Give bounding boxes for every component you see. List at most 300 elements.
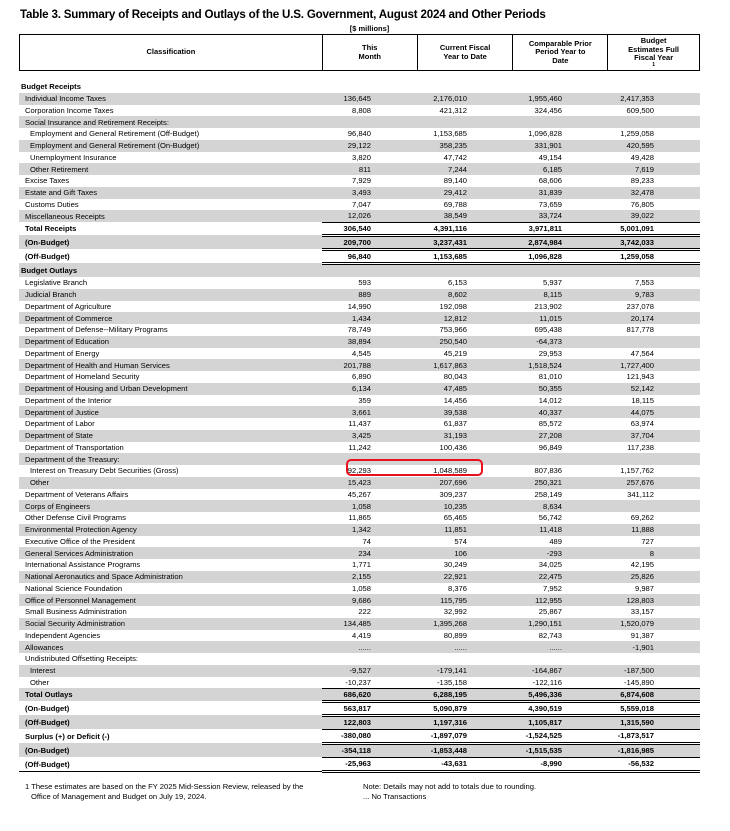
cell-value: 489 bbox=[549, 536, 562, 546]
footnote-1 bbox=[25, 782, 303, 802]
cell-value: 4,419 bbox=[351, 630, 371, 640]
cell-value: ...... bbox=[417, 641, 513, 653]
cell-value: 89,140 bbox=[443, 176, 467, 186]
cell-value: 117,238 bbox=[627, 442, 654, 452]
table-row bbox=[19, 312, 700, 324]
cell-value: 1,520,079 bbox=[608, 618, 700, 630]
cell-value: 11,242 bbox=[348, 442, 371, 452]
cell-value: 7,952 bbox=[542, 583, 562, 593]
table-row bbox=[19, 187, 700, 199]
cell-value: 14,012 bbox=[538, 395, 562, 405]
row-label: Department of Housing and Urban Development bbox=[19, 383, 322, 395]
cell-value: 234 bbox=[322, 547, 417, 559]
table-row bbox=[19, 677, 700, 689]
cell-value: 12,812 bbox=[417, 312, 513, 324]
cell-value bbox=[513, 653, 608, 665]
cell-value: 128,803 bbox=[608, 594, 700, 606]
cell-value: 9,686 bbox=[322, 594, 417, 606]
rounding-note: Note: Details may not add to totals due to rounding. bbox=[363, 782, 537, 791]
cell-value: 136,645 bbox=[322, 93, 417, 105]
cell-value: 39,022 bbox=[608, 210, 700, 222]
cell-value: 7,244 bbox=[417, 163, 513, 175]
table-row bbox=[19, 489, 700, 501]
cell-value: 209,700 bbox=[322, 235, 417, 249]
row-label: Individual Income Taxes bbox=[19, 93, 322, 105]
cell-value: 45,219 bbox=[443, 348, 467, 358]
table-row bbox=[19, 81, 700, 93]
cell-value: -145,890 bbox=[624, 677, 654, 687]
row-label: Total Outlays bbox=[19, 688, 322, 701]
cell-value: 1,058 bbox=[351, 583, 371, 593]
cell-value: 3,237,431 bbox=[417, 235, 513, 249]
cell-value bbox=[513, 116, 608, 128]
table-row bbox=[19, 606, 700, 618]
footnote-1-line-1: 1 These estimates are based on the FY 2025 Mid-Session Review, released by the bbox=[25, 782, 304, 791]
cell-value: 18,115 bbox=[631, 395, 654, 405]
table-row bbox=[19, 757, 700, 771]
cell-value bbox=[608, 116, 700, 128]
cell-value: 91,387 bbox=[630, 630, 654, 640]
cell-value: 11,437 bbox=[348, 419, 371, 429]
cell-value: -354,118 bbox=[322, 743, 417, 757]
row-label: Department of Agriculture bbox=[25, 301, 112, 311]
cell-value: 29,412 bbox=[417, 187, 513, 199]
row-label: Estate and Gift Taxes bbox=[19, 187, 322, 199]
row-label: (Off-Budget) bbox=[19, 715, 322, 729]
cell-value: -1,853,448 bbox=[417, 743, 513, 757]
table-row bbox=[19, 324, 700, 336]
cell-value: -1,816,985 bbox=[608, 743, 700, 757]
notes bbox=[363, 782, 536, 802]
row-label: Surplus (+) or Deficit (-) bbox=[25, 731, 110, 741]
cell-value: 8,602 bbox=[417, 289, 513, 301]
cell-value: 96,849 bbox=[538, 442, 562, 452]
cell-value: 1,518,524 bbox=[513, 359, 608, 371]
cell-value: 69,262 bbox=[630, 513, 654, 523]
cell-value: 6,153 bbox=[447, 278, 467, 288]
cell-value: 5,559,018 bbox=[608, 701, 700, 715]
row-label: Budget Outlays bbox=[19, 263, 322, 277]
table-row bbox=[19, 249, 700, 263]
cell-value: 807,836 bbox=[534, 466, 562, 476]
cell-value: 5,937 bbox=[542, 278, 562, 288]
cell-value: 306,540 bbox=[322, 222, 417, 235]
cell-value: 40,337 bbox=[513, 406, 608, 418]
header-budget-estimates bbox=[607, 35, 699, 70]
table-row bbox=[19, 430, 700, 442]
row-label: Department of the Interior bbox=[25, 395, 112, 405]
cell-value: 2,417,353 bbox=[608, 93, 700, 105]
row-label: International Assistance Programs bbox=[25, 560, 141, 570]
cell-value bbox=[608, 653, 700, 665]
row-label: (On-Budget) bbox=[19, 743, 322, 757]
row-label: Other Defense Civil Programs bbox=[25, 513, 126, 523]
cell-value bbox=[608, 500, 700, 512]
cell-value: 7,929 bbox=[351, 176, 371, 186]
cell-value: 73,659 bbox=[538, 199, 562, 209]
cell-value: 50,355 bbox=[513, 383, 608, 395]
table-title: Table 3. Summary of Receipts and Outlays of the U.S. Government, August 2024 and Other Periods bbox=[20, 8, 546, 21]
table-row bbox=[19, 152, 700, 164]
row-label: General Services Administration bbox=[19, 547, 322, 559]
table-row bbox=[19, 512, 700, 524]
no-transactions-note: ... No Transactions bbox=[363, 792, 427, 801]
cell-value: 1,727,400 bbox=[608, 359, 700, 371]
cell-value: 6,874,608 bbox=[608, 688, 700, 701]
cell-value: 9,987 bbox=[634, 583, 654, 593]
row-label: Small Business Administration bbox=[25, 607, 127, 617]
cell-value bbox=[417, 116, 513, 128]
cell-value: 96,840 bbox=[322, 249, 417, 263]
cell-value: -293 bbox=[513, 547, 608, 559]
row-label: Other Retirement bbox=[19, 163, 322, 175]
table-row bbox=[19, 665, 700, 677]
cell-value: 68,606 bbox=[538, 176, 562, 186]
row-label: Department of Transportation bbox=[25, 442, 124, 452]
cell-value bbox=[608, 263, 700, 277]
table-row bbox=[19, 235, 700, 249]
table-row bbox=[19, 618, 700, 630]
cell-value: 1,315,590 bbox=[608, 715, 700, 729]
cell-value: 8,376 bbox=[447, 583, 467, 593]
cell-value: 811 bbox=[322, 163, 417, 175]
table-row bbox=[19, 406, 700, 418]
cell-value: 563,817 bbox=[322, 701, 417, 715]
header-this-month: This Month bbox=[322, 35, 417, 70]
table-row bbox=[19, 653, 700, 665]
table-row bbox=[19, 199, 700, 211]
table-row bbox=[19, 641, 700, 653]
table-row bbox=[19, 743, 700, 757]
cell-value: 753,966 bbox=[439, 325, 467, 335]
row-label: Corporation Income Taxes bbox=[25, 105, 114, 115]
cell-value: 47,485 bbox=[417, 383, 513, 395]
cell-value: 78,749 bbox=[347, 325, 371, 335]
row-label: Executive Office of the President bbox=[25, 536, 136, 546]
cell-value: 121,943 bbox=[626, 372, 654, 382]
cell-value: 7,553 bbox=[634, 278, 654, 288]
row-label: (Off-Budget) bbox=[19, 757, 322, 771]
cell-value: 889 bbox=[322, 289, 417, 301]
cell-value bbox=[608, 336, 700, 348]
units-label: [$ millions] bbox=[349, 24, 390, 33]
cell-value: -8,990 bbox=[513, 757, 608, 771]
cell-value: 11,888 bbox=[608, 524, 700, 536]
cell-value: -10,237 bbox=[345, 677, 371, 687]
cell-value: 30,249 bbox=[443, 560, 467, 570]
cell-value: 1,105,817 bbox=[513, 715, 608, 729]
cell-value: 5,001,091 bbox=[608, 222, 700, 235]
cell-value: 82,743 bbox=[538, 630, 562, 640]
table-row bbox=[19, 140, 700, 152]
cell-value: ...... bbox=[322, 641, 417, 653]
table-row bbox=[19, 395, 700, 407]
cell-value: 29,122 bbox=[322, 140, 417, 152]
cell-value: 11,851 bbox=[417, 524, 513, 536]
cell-value: 237,078 bbox=[626, 301, 654, 311]
cell-value: 49,154 bbox=[538, 152, 562, 162]
cell-value: 1,153,685 bbox=[433, 129, 467, 139]
row-label: Other bbox=[30, 677, 49, 687]
cell-value: 1,058 bbox=[322, 500, 417, 512]
cell-value: 122,803 bbox=[322, 715, 417, 729]
table-row bbox=[19, 175, 700, 187]
cell-value: 33,724 bbox=[513, 210, 608, 222]
cell-value: 8,808 bbox=[351, 105, 371, 115]
cell-value: -1,524,525 bbox=[513, 729, 608, 743]
row-label: National Aeronautics and Space Administration bbox=[19, 571, 322, 583]
table-body bbox=[19, 81, 700, 771]
cell-value: 324,456 bbox=[534, 105, 562, 115]
cell-value bbox=[322, 263, 417, 277]
row-label: Social Security Administration bbox=[19, 618, 322, 630]
cell-value: 359 bbox=[358, 395, 371, 405]
cell-value: 1,771 bbox=[351, 560, 371, 570]
table-row bbox=[19, 688, 700, 701]
table-row bbox=[19, 93, 700, 105]
table-header bbox=[19, 34, 700, 71]
row-label: Legislative Branch bbox=[25, 278, 88, 288]
cell-value: 80,043 bbox=[443, 372, 467, 382]
cell-value: 37,704 bbox=[608, 430, 700, 442]
row-label: Social Insurance and Retirement Receipts: bbox=[19, 116, 322, 128]
row-label: Miscellaneous Receipts bbox=[19, 210, 322, 222]
cell-value: 27,208 bbox=[513, 430, 608, 442]
table-row bbox=[19, 524, 700, 536]
cell-value: 2,874,984 bbox=[513, 235, 608, 249]
row-label: (On-Budget) bbox=[25, 703, 70, 713]
table-row bbox=[19, 500, 700, 512]
cell-value: -43,631 bbox=[417, 757, 513, 771]
row-label: Department of Justice bbox=[19, 406, 322, 418]
cell-value: 1,434 bbox=[322, 312, 417, 324]
cell-value bbox=[608, 81, 700, 93]
cell-value: 1,153,685 bbox=[417, 249, 513, 263]
cell-value: 207,696 bbox=[417, 477, 513, 489]
cell-value: 250,540 bbox=[417, 336, 513, 348]
cell-value: -187,500 bbox=[608, 665, 700, 677]
table-row bbox=[19, 594, 700, 606]
row-label: Interest on Treasury Debt Securities (Gross) bbox=[30, 466, 179, 476]
table-row bbox=[19, 289, 700, 301]
table-row bbox=[19, 301, 700, 313]
cell-value: -1,897,079 bbox=[417, 729, 513, 743]
row-label: Environmental Protection Agency bbox=[19, 524, 322, 536]
cell-value: 115,795 bbox=[417, 594, 513, 606]
cell-value: 8,634 bbox=[513, 500, 608, 512]
row-label: Total Receipts bbox=[25, 224, 77, 233]
cell-value: 593 bbox=[358, 278, 371, 288]
table-row bbox=[19, 163, 700, 175]
cell-value: -122,116 bbox=[532, 677, 562, 687]
cell-value: -64,373 bbox=[513, 336, 608, 348]
row-label: (On-Budget) bbox=[19, 235, 322, 249]
cell-value bbox=[417, 263, 513, 277]
row-label: Department of Labor bbox=[25, 419, 95, 429]
cell-value: 89,233 bbox=[630, 176, 654, 186]
cell-value: 222 bbox=[358, 607, 371, 617]
cell-value: 4,545 bbox=[351, 348, 371, 358]
cell-value: 44,075 bbox=[608, 406, 700, 418]
cell-value bbox=[513, 81, 608, 93]
cell-value: 7,619 bbox=[608, 163, 700, 175]
cell-value: -380,080 bbox=[322, 729, 417, 743]
table-row bbox=[19, 729, 700, 743]
cell-value: 112,955 bbox=[513, 594, 608, 606]
cell-value: 39,538 bbox=[417, 406, 513, 418]
cell-value: 80,899 bbox=[443, 630, 467, 640]
cell-value: 1,617,863 bbox=[417, 359, 513, 371]
row-label: Department of Homeland Security bbox=[25, 372, 140, 382]
cell-value: 32,992 bbox=[443, 607, 467, 617]
cell-value: 25,867 bbox=[538, 607, 562, 617]
cell-value: ...... bbox=[513, 641, 608, 653]
cell-value: 421,312 bbox=[439, 105, 467, 115]
cell-value: 3,493 bbox=[322, 187, 417, 199]
cell-value: 85,572 bbox=[538, 419, 562, 429]
cell-value: 1,096,828 bbox=[513, 249, 608, 263]
cell-value: 2,155 bbox=[322, 571, 417, 583]
cell-value: -1,873,517 bbox=[608, 729, 700, 743]
cell-value: 47,742 bbox=[443, 152, 467, 162]
cell-value: 1,048,589 bbox=[433, 466, 467, 476]
cell-value: 6,134 bbox=[322, 383, 417, 395]
row-label: Department of Veterans Affairs bbox=[25, 489, 129, 499]
cell-value: 47,564 bbox=[630, 348, 654, 358]
cell-value: 309,237 bbox=[439, 489, 467, 499]
cell-value: 52,142 bbox=[608, 383, 700, 395]
cell-value: 1,096,828 bbox=[528, 129, 562, 139]
cell-value: 12,026 bbox=[322, 210, 417, 222]
header-classification: Classification bbox=[146, 47, 196, 57]
row-label: Customs Duties bbox=[25, 199, 79, 209]
cell-value: 10,235 bbox=[417, 500, 513, 512]
cell-value: 33,157 bbox=[630, 607, 654, 617]
cell-value: 331,901 bbox=[513, 140, 608, 152]
cell-value: 22,921 bbox=[417, 571, 513, 583]
cell-value bbox=[417, 81, 513, 93]
cell-value: 258,149 bbox=[534, 489, 562, 499]
table-row bbox=[19, 222, 700, 235]
cell-value: 3,661 bbox=[322, 406, 417, 418]
cell-value: 358,235 bbox=[417, 140, 513, 152]
cell-value: 63,974 bbox=[630, 419, 654, 429]
cell-value: 1,157,762 bbox=[620, 466, 654, 476]
cell-value: 4,391,116 bbox=[417, 222, 513, 235]
cell-value: 6,890 bbox=[351, 372, 371, 382]
cell-value: 8 bbox=[608, 547, 700, 559]
row-label: Unemployment Insurance bbox=[30, 152, 117, 162]
cell-value: 56,742 bbox=[538, 513, 562, 523]
header-current-fytd: Current Fiscal Year to Date bbox=[417, 35, 513, 70]
row-label: Interest bbox=[19, 665, 322, 677]
cell-value: 5,496,336 bbox=[513, 688, 608, 701]
cell-value: 34,025 bbox=[538, 560, 562, 570]
table-row bbox=[19, 210, 700, 222]
row-label: Corps of Engineers bbox=[19, 500, 322, 512]
table-row bbox=[19, 277, 700, 289]
table-row bbox=[19, 336, 700, 348]
cell-value: 686,620 bbox=[322, 688, 417, 701]
cell-value: 25,826 bbox=[608, 571, 700, 583]
cell-value: 3,425 bbox=[322, 430, 417, 442]
row-label: Undistributed Offsetting Receipts: bbox=[25, 654, 138, 664]
cell-value: 20,174 bbox=[608, 312, 700, 324]
table-row bbox=[19, 571, 700, 583]
table-row bbox=[19, 559, 700, 571]
table-row bbox=[19, 547, 700, 559]
cell-value: 42,195 bbox=[630, 560, 654, 570]
cell-value: 1,342 bbox=[322, 524, 417, 536]
cell-value: 61,837 bbox=[443, 419, 467, 429]
cell-value: 11,015 bbox=[513, 312, 608, 324]
row-label: Department of Energy bbox=[25, 348, 100, 358]
table-row bbox=[19, 116, 700, 128]
table-row bbox=[19, 715, 700, 729]
row-label: Independent Agencies bbox=[25, 630, 101, 640]
cell-value bbox=[417, 653, 513, 665]
cell-value: 49,428 bbox=[630, 152, 654, 162]
table-row bbox=[19, 583, 700, 595]
row-label: Employment and General Retirement (Off-Budget) bbox=[30, 129, 200, 139]
table-row bbox=[19, 359, 700, 371]
table-row bbox=[19, 263, 700, 277]
cell-value: 22,475 bbox=[513, 571, 608, 583]
cell-value: -1,901 bbox=[608, 641, 700, 653]
cell-value: 100,436 bbox=[439, 442, 467, 452]
cell-value: 69,788 bbox=[443, 199, 467, 209]
row-label: Budget Receipts bbox=[21, 82, 81, 92]
table-row bbox=[19, 383, 700, 395]
cell-value bbox=[513, 263, 608, 277]
cell-value: 45,267 bbox=[347, 489, 371, 499]
cell-value: -1,515,535 bbox=[513, 743, 608, 757]
table-row bbox=[19, 442, 700, 454]
cell-value: 213,902 bbox=[534, 301, 562, 311]
cell-value: 81,010 bbox=[538, 372, 562, 382]
cell-value: -135,158 bbox=[437, 677, 467, 687]
row-label: Judicial Branch bbox=[19, 289, 322, 301]
cell-value: 250,321 bbox=[513, 477, 608, 489]
cell-value bbox=[608, 453, 700, 465]
cell-value: 31,839 bbox=[513, 187, 608, 199]
table-row bbox=[19, 701, 700, 715]
cell-value: 727 bbox=[641, 536, 654, 546]
cell-value: -56,532 bbox=[608, 757, 700, 771]
row-label: Department of Education bbox=[19, 336, 322, 348]
cell-value: 38,549 bbox=[417, 210, 513, 222]
cell-value: 3,820 bbox=[351, 152, 371, 162]
row-label: Allowances bbox=[19, 641, 322, 653]
cell-value: 32,478 bbox=[608, 187, 700, 199]
cell-value bbox=[322, 116, 417, 128]
cell-value bbox=[322, 653, 417, 665]
cell-value: 1,955,460 bbox=[513, 93, 608, 105]
row-label: Office of Personnel Management bbox=[19, 594, 322, 606]
cell-value: -25,963 bbox=[322, 757, 417, 771]
table-row bbox=[19, 348, 700, 360]
cell-value: 817,778 bbox=[626, 325, 654, 335]
row-label: Department of Commerce bbox=[19, 312, 322, 324]
cell-value: -179,141 bbox=[417, 665, 513, 677]
cell-value: 1,395,268 bbox=[417, 618, 513, 630]
cell-value: 192,098 bbox=[439, 301, 467, 311]
cell-value: 6,288,195 bbox=[417, 688, 513, 701]
cell-value: 609,500 bbox=[626, 105, 654, 115]
row-label: Excise Taxes bbox=[25, 176, 70, 186]
header-prior-fytd-text: Comparable Prior Period Year to Date bbox=[528, 38, 592, 65]
header-prior-fytd bbox=[512, 35, 607, 70]
